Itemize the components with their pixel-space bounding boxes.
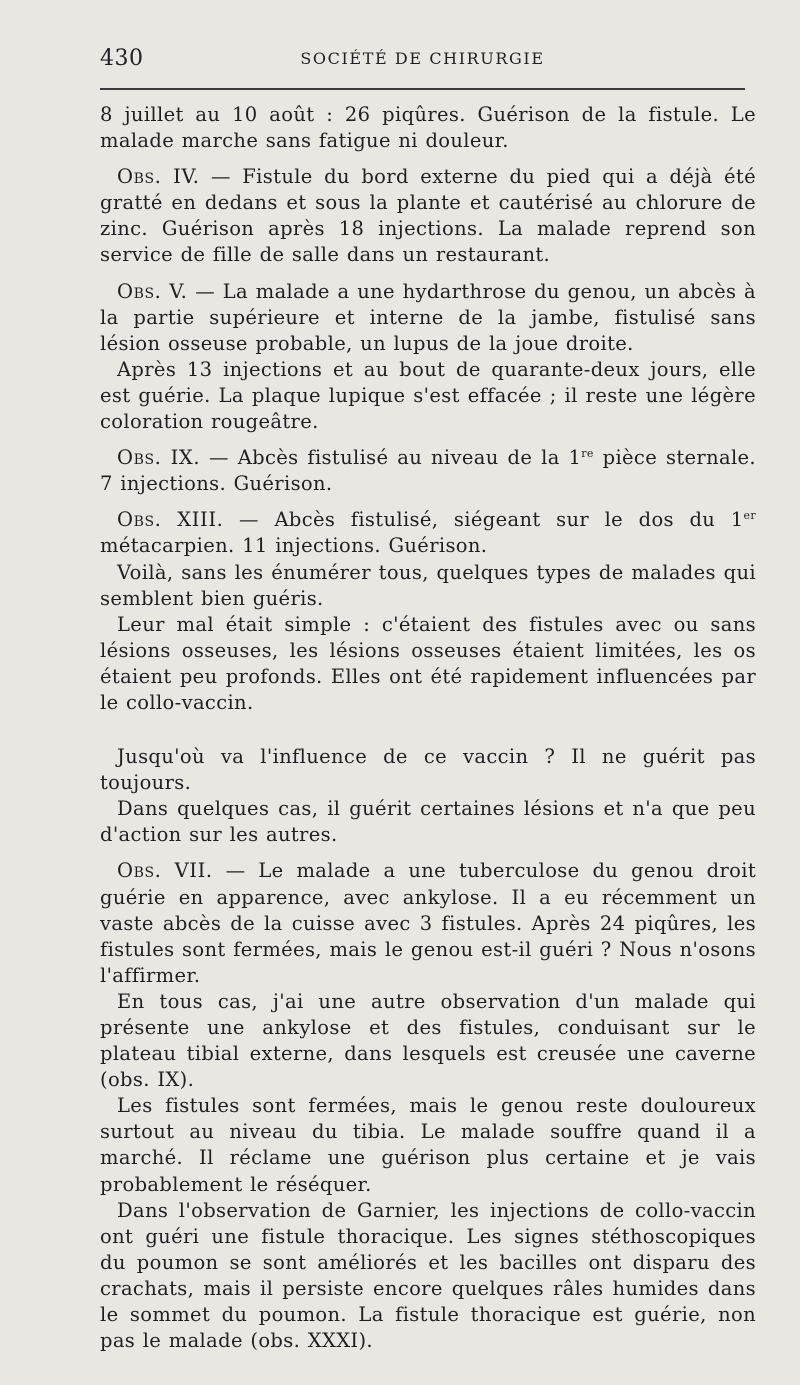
paragraph-text: Jusqu'où va l'influence de ce vaccin ? Il ne guérit pas toujours.	[100, 745, 756, 795]
paragraph-text: Dans quelques cas, il guérit certaines lésions et n'a que peu d'action sur les autres.	[100, 797, 756, 847]
observation-paragraph	[100, 445, 756, 497]
paragraph-text: Voilà, sans les énumérer tous, quelques types de malades qui semblent bien guéris.	[100, 560, 756, 610]
observation-label: Obs. V.	[117, 279, 188, 303]
superscript: re	[581, 447, 594, 461]
observation-paragraph	[100, 507, 756, 559]
page-header	[100, 46, 745, 70]
observation-label: Obs. XIII.	[117, 508, 224, 532]
paragraph-text: pièce sternale. 7 injections. Guérison.	[100, 446, 756, 496]
paragraph-text: 8 juillet au 10 août : 26 piqûres. Guérison de la fistule. Le malade marche sans fatigue ni douleur.	[100, 103, 756, 153]
paragraph-text: — Abcès fistulisé, siégeant sur le dos du 1	[223, 508, 744, 532]
paragraph-text: — Abcès fistulisé au niveau de la 1	[200, 446, 582, 470]
body-text	[100, 102, 756, 1354]
paragraph-text: — Fistule du bord externe du pied qui a déjà été gratté en dedans et sous la plante et cautérisé au chlorure de zinc. Guérison après 18 injections. La malade reprend son service de fille de salle dans un restaurant.	[100, 165, 756, 267]
paragraph-text: métacarpien. 11 injections. Guérison.	[100, 534, 488, 558]
running-title: SOCIÉTÉ DE CHIRURGIE	[300, 49, 545, 68]
paragraph	[100, 1198, 756, 1355]
superscript: er	[743, 509, 756, 523]
paragraph-text: Dans l'observation de Garnier, les injections de collo-vaccin ont guéri une fistule thoracique. Les signes stéthoscopiques du poumon se sont améliorés et les bacilles ont disparu des crachats, mais il persiste encore quelques râles humides dans le sommet du poumon. La fistule thoracique est guérie, non pas le malade (obs. XXXI).	[100, 1198, 756, 1353]
paragraph-text: — La malade a une hydarthrose du genou, un abcès à la partie supérieure et interne de la jambe, fistulisé sans lésion osseuse probable, un lupus de la joue droite.	[100, 279, 757, 355]
paragraph-text: — Le malade a une tuberculose du genou droit guérie en apparence, avec ankylose. Il a eu récemment un vaste abcès de la cuisse avec 3 fistules. Après 24 piqûres, les fistules sont fermées, mais le genou est-il guéri ? Nous n'osons l'affirmer.	[100, 859, 757, 987]
paragraph	[100, 1093, 756, 1197]
paragraph-text: En tous cas, j'ai une autre observation d'un malade qui présente une ankylose et des fistules, conduisant sur le plateau tibial externe, dans lesquels est creusée une caverne (obs. IX).	[100, 989, 756, 1092]
observation-label: Obs. IX.	[117, 446, 201, 470]
paragraph	[100, 357, 756, 435]
header-rule	[100, 88, 745, 90]
observation-paragraph	[100, 279, 756, 357]
observation-paragraph	[100, 164, 756, 268]
paragraph	[100, 102, 756, 154]
observation-label: Obs. IV.	[117, 165, 200, 189]
paragraph-text: Leur mal était simple : c'étaient des fistules avec ou sans lésions osseuses, les lésions osseuses étaient limitées, les os étaient peu profonds. Elles ont été rapidement influencées par le collo-vaccin.	[100, 612, 756, 714]
paragraph	[100, 989, 756, 1093]
paragraph	[100, 744, 756, 796]
page-number: 430	[100, 46, 144, 71]
observation-label: Obs. VII.	[117, 859, 213, 883]
paragraph	[100, 560, 756, 612]
paragraph	[100, 612, 756, 716]
observation-paragraph	[100, 858, 756, 988]
paragraph-text: Les fistules sont fermées, mais le genou reste douloureux surtout au niveau du tibia. Le malade souffre quand il a marché. Il réclame une guérison plus certaine et je vais probablement le réséquer.	[100, 1094, 756, 1196]
paragraph	[100, 796, 756, 848]
paragraph-text: Après 13 injections et au bout de quarante-deux jours, elle est guérie. La plaque lupique s'est effacée ; il reste une légère coloration rougeâtre.	[100, 357, 756, 434]
